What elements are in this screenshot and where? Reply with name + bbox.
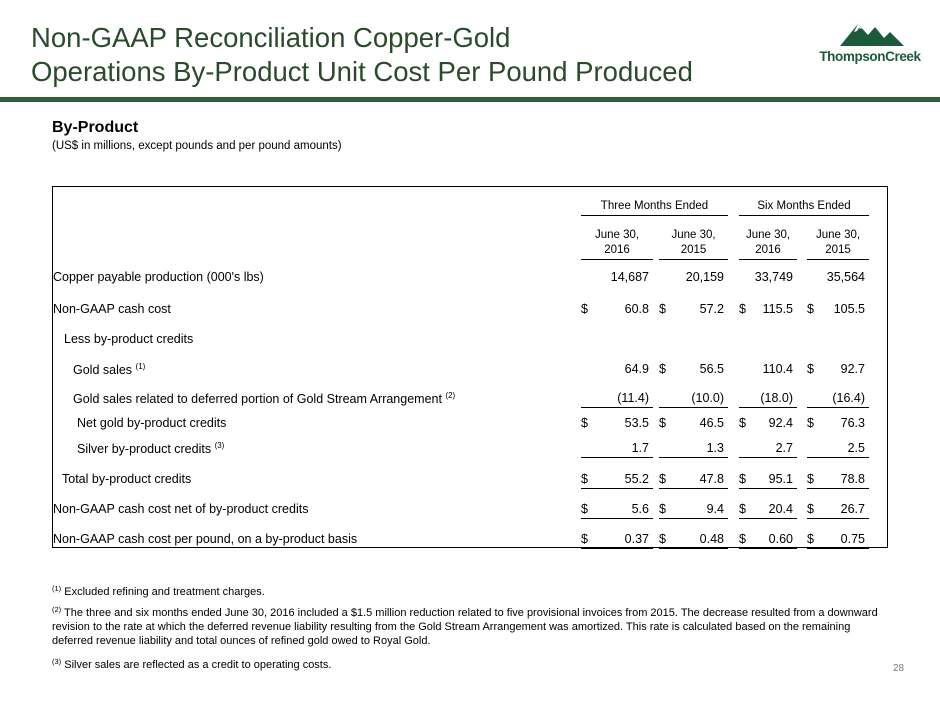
currency-symbol: $ (581, 532, 588, 546)
footnote-1 (52, 582, 882, 599)
table-row (53, 332, 887, 350)
row-label-text: Non-GAAP cash cost per pound, on a by-product basis (53, 532, 358, 546)
cell-value: 64.9 (624, 362, 649, 376)
column-header (807, 228, 869, 260)
cell-value: 35,564 (826, 270, 865, 284)
footnote-ref: (3) (214, 441, 225, 450)
column-header-line1: June 30, (745, 229, 791, 241)
value-cell (659, 391, 728, 408)
cell-value: (18.0) (760, 391, 793, 405)
row-label-text: Less by-product credits (64, 332, 194, 346)
value-cell (807, 502, 869, 519)
column-header-line2: 2016 (755, 244, 781, 256)
row-label-text: Non-GAAP cash cost (53, 302, 171, 316)
value-cell (739, 472, 797, 489)
value-cell (581, 391, 653, 408)
column-header (581, 228, 653, 260)
table-row (53, 391, 887, 409)
page-title (31, 21, 791, 89)
page-title-line-2: Operations By-Product Unit Cost Per Pound Produced (31, 56, 693, 87)
currency-symbol: $ (807, 302, 814, 316)
row-label-text: Gold sales related to deferred portion of Gold Stream Arrangement (73, 392, 442, 406)
cell-value: (16.4) (832, 391, 865, 405)
footnote-mark: (2) (52, 605, 62, 614)
value-cell (581, 502, 653, 519)
row-label-text: Gold sales (73, 363, 133, 377)
value-cell (581, 332, 653, 348)
footnote-text: Excluded refining and treatment charges. (64, 586, 265, 598)
value-cell (807, 362, 869, 378)
cell-value: 95.1 (768, 472, 793, 486)
row-label (53, 532, 357, 546)
value-cell (739, 302, 797, 318)
value-cell (807, 472, 869, 489)
row-label-text: Silver by-product credits (77, 442, 212, 456)
logo-wordmark: ThompsonCreek (819, 49, 921, 64)
cell-value: 20,159 (685, 270, 724, 284)
cell-value: 55.2 (624, 472, 649, 486)
value-cell (581, 302, 653, 318)
value-cell (659, 362, 728, 378)
cell-value: 33,749 (754, 270, 793, 284)
header-rule (0, 97, 940, 102)
cell-value: 5.6 (631, 502, 649, 516)
cell-value: 115.5 (762, 302, 793, 316)
row-label-text: Total by-product credits (62, 472, 192, 486)
row-label (64, 332, 193, 346)
currency-symbol: $ (659, 416, 666, 430)
row-label (73, 391, 455, 406)
currency-symbol: $ (659, 502, 666, 516)
table-row (53, 302, 887, 320)
currency-symbol: $ (581, 502, 588, 516)
value-cell (659, 416, 728, 432)
currency-symbol: $ (807, 532, 814, 546)
currency-symbol: $ (659, 532, 666, 546)
cell-value: 1.7 (631, 441, 649, 455)
row-label-text: Non-GAAP cash cost net of by-product credits (53, 502, 309, 516)
value-cell (739, 502, 797, 519)
value-cell (659, 270, 728, 286)
value-cell (807, 302, 869, 318)
cell-value: 47.8 (699, 472, 724, 486)
value-cell (659, 302, 728, 318)
section-subtitle: (US$ in millions, except pounds and per pound amounts) (52, 140, 342, 152)
column-header-line1: June 30, (671, 229, 716, 241)
value-cell (807, 532, 869, 549)
value-cell (807, 441, 869, 458)
cell-value: 9.4 (706, 502, 724, 516)
value-cell (581, 441, 653, 458)
cell-value: 0.37 (624, 532, 649, 546)
value-cell (739, 416, 797, 432)
cell-value: 2.7 (775, 441, 793, 455)
row-label (77, 416, 226, 430)
currency-symbol: $ (659, 302, 666, 316)
currency-symbol: $ (739, 416, 746, 430)
cell-value: 56.5 (699, 362, 724, 376)
row-label-text: Copper payable production (000's lbs) (53, 270, 264, 284)
currency-symbol: $ (739, 302, 746, 316)
value-cell (807, 270, 869, 286)
cell-value: 92.7 (840, 362, 865, 376)
cell-value: 110.4 (762, 362, 793, 376)
cell-value: (11.4) (617, 391, 649, 405)
currency-symbol: $ (581, 416, 588, 430)
row-label (53, 302, 171, 316)
cell-value: 20.4 (768, 502, 793, 516)
value-cell (581, 472, 653, 489)
currency-symbol: $ (739, 502, 746, 516)
value-cell (659, 332, 728, 348)
cell-value: 0.48 (699, 532, 724, 546)
column-header-line2: 2015 (680, 244, 707, 256)
cell-value: 57.2 (699, 302, 724, 316)
footnote-text: The three and six months ended June 30, 2016 included a $1.5 million reduction related to five provisional invoices from 2015. The decrease resulted from a downward revision to the rate at which the deferred revenue liability resulting from the Gold Stream Arrangement was amortized. This rate is calculated based on the remaining deferred revenue liability and total ounces of refined gold owed to Royal Gold. (52, 607, 878, 647)
value-cell (659, 472, 728, 489)
cell-value: 46.5 (699, 416, 724, 430)
footnote-text: Silver sales are reflected as a credit to operating costs. (64, 659, 332, 671)
currency-symbol: $ (581, 472, 588, 486)
row-label (73, 362, 145, 377)
cell-value: (10.0) (691, 391, 724, 405)
cell-value: 1.3 (706, 441, 724, 455)
value-cell (807, 391, 869, 408)
column-header (659, 228, 728, 260)
currency-symbol: $ (739, 532, 746, 546)
page-number: 28 (893, 663, 905, 674)
company-logo (818, 18, 922, 80)
row-label (77, 441, 224, 456)
table-row (53, 472, 887, 490)
cell-value: 78.8 (840, 472, 865, 486)
table-row (53, 532, 887, 550)
cell-value: 0.75 (840, 532, 865, 546)
value-cell (659, 441, 728, 458)
value-cell (807, 332, 869, 348)
value-cell (739, 332, 797, 348)
value-cell (581, 532, 653, 549)
currency-symbol: $ (807, 472, 814, 486)
value-cell (739, 270, 797, 286)
column-header-line1: June 30, (815, 229, 861, 241)
table-row (53, 502, 887, 520)
table-row (53, 416, 887, 434)
value-cell (581, 416, 653, 432)
footnote-mark: (1) (52, 584, 62, 593)
footnote-3 (52, 655, 882, 672)
value-cell (739, 362, 797, 378)
value-cell (739, 532, 797, 549)
column-header-line2: 2016 (604, 244, 630, 256)
table-row (53, 441, 887, 459)
reconciliation-table (52, 186, 888, 548)
cell-value: 60.8 (624, 302, 649, 316)
cell-value: 2.5 (847, 441, 865, 455)
currency-symbol: $ (807, 502, 814, 516)
currency-symbol: $ (659, 472, 666, 486)
section-title: By-Product (52, 119, 139, 136)
table-row (53, 270, 887, 288)
currency-symbol: $ (581, 302, 588, 316)
row-label (53, 270, 264, 284)
cell-value: 105.5 (833, 302, 865, 316)
value-cell (581, 270, 653, 286)
group-header-six-months: Six Months Ended (739, 200, 869, 216)
cell-value: 53.5 (624, 416, 649, 430)
cell-value: 0.60 (768, 532, 793, 546)
column-header-line1: June 30, (594, 229, 640, 241)
value-cell (807, 416, 869, 432)
cell-value: 14,687 (610, 270, 649, 284)
column-header (739, 228, 797, 260)
value-cell (739, 391, 797, 408)
currency-symbol: $ (807, 416, 814, 430)
footnote-ref: (1) (135, 362, 146, 371)
currency-symbol: $ (739, 472, 746, 486)
currency-symbol: $ (807, 362, 814, 376)
value-cell (659, 502, 728, 519)
page-title-line-1: Non-GAAP Reconciliation Copper-Gold (31, 22, 511, 53)
mountain-peaks-icon (818, 18, 922, 48)
cell-value: 92.4 (768, 416, 793, 430)
cell-value: 76.3 (840, 416, 865, 430)
row-label (53, 502, 308, 516)
footnote-2 (52, 603, 882, 648)
currency-symbol: $ (659, 362, 666, 376)
value-cell (739, 441, 797, 458)
value-cell (659, 532, 728, 549)
column-header-line2: 2015 (825, 244, 851, 256)
footnote-mark: (3) (52, 657, 62, 666)
footnote-ref: (2) (445, 391, 456, 400)
row-label-text: Net gold by-product credits (77, 416, 227, 430)
table-row (53, 362, 887, 380)
cell-value: 26.7 (840, 502, 865, 516)
value-cell (581, 362, 653, 378)
row-label (62, 472, 191, 486)
group-header-three-months: Three Months Ended (581, 200, 728, 216)
